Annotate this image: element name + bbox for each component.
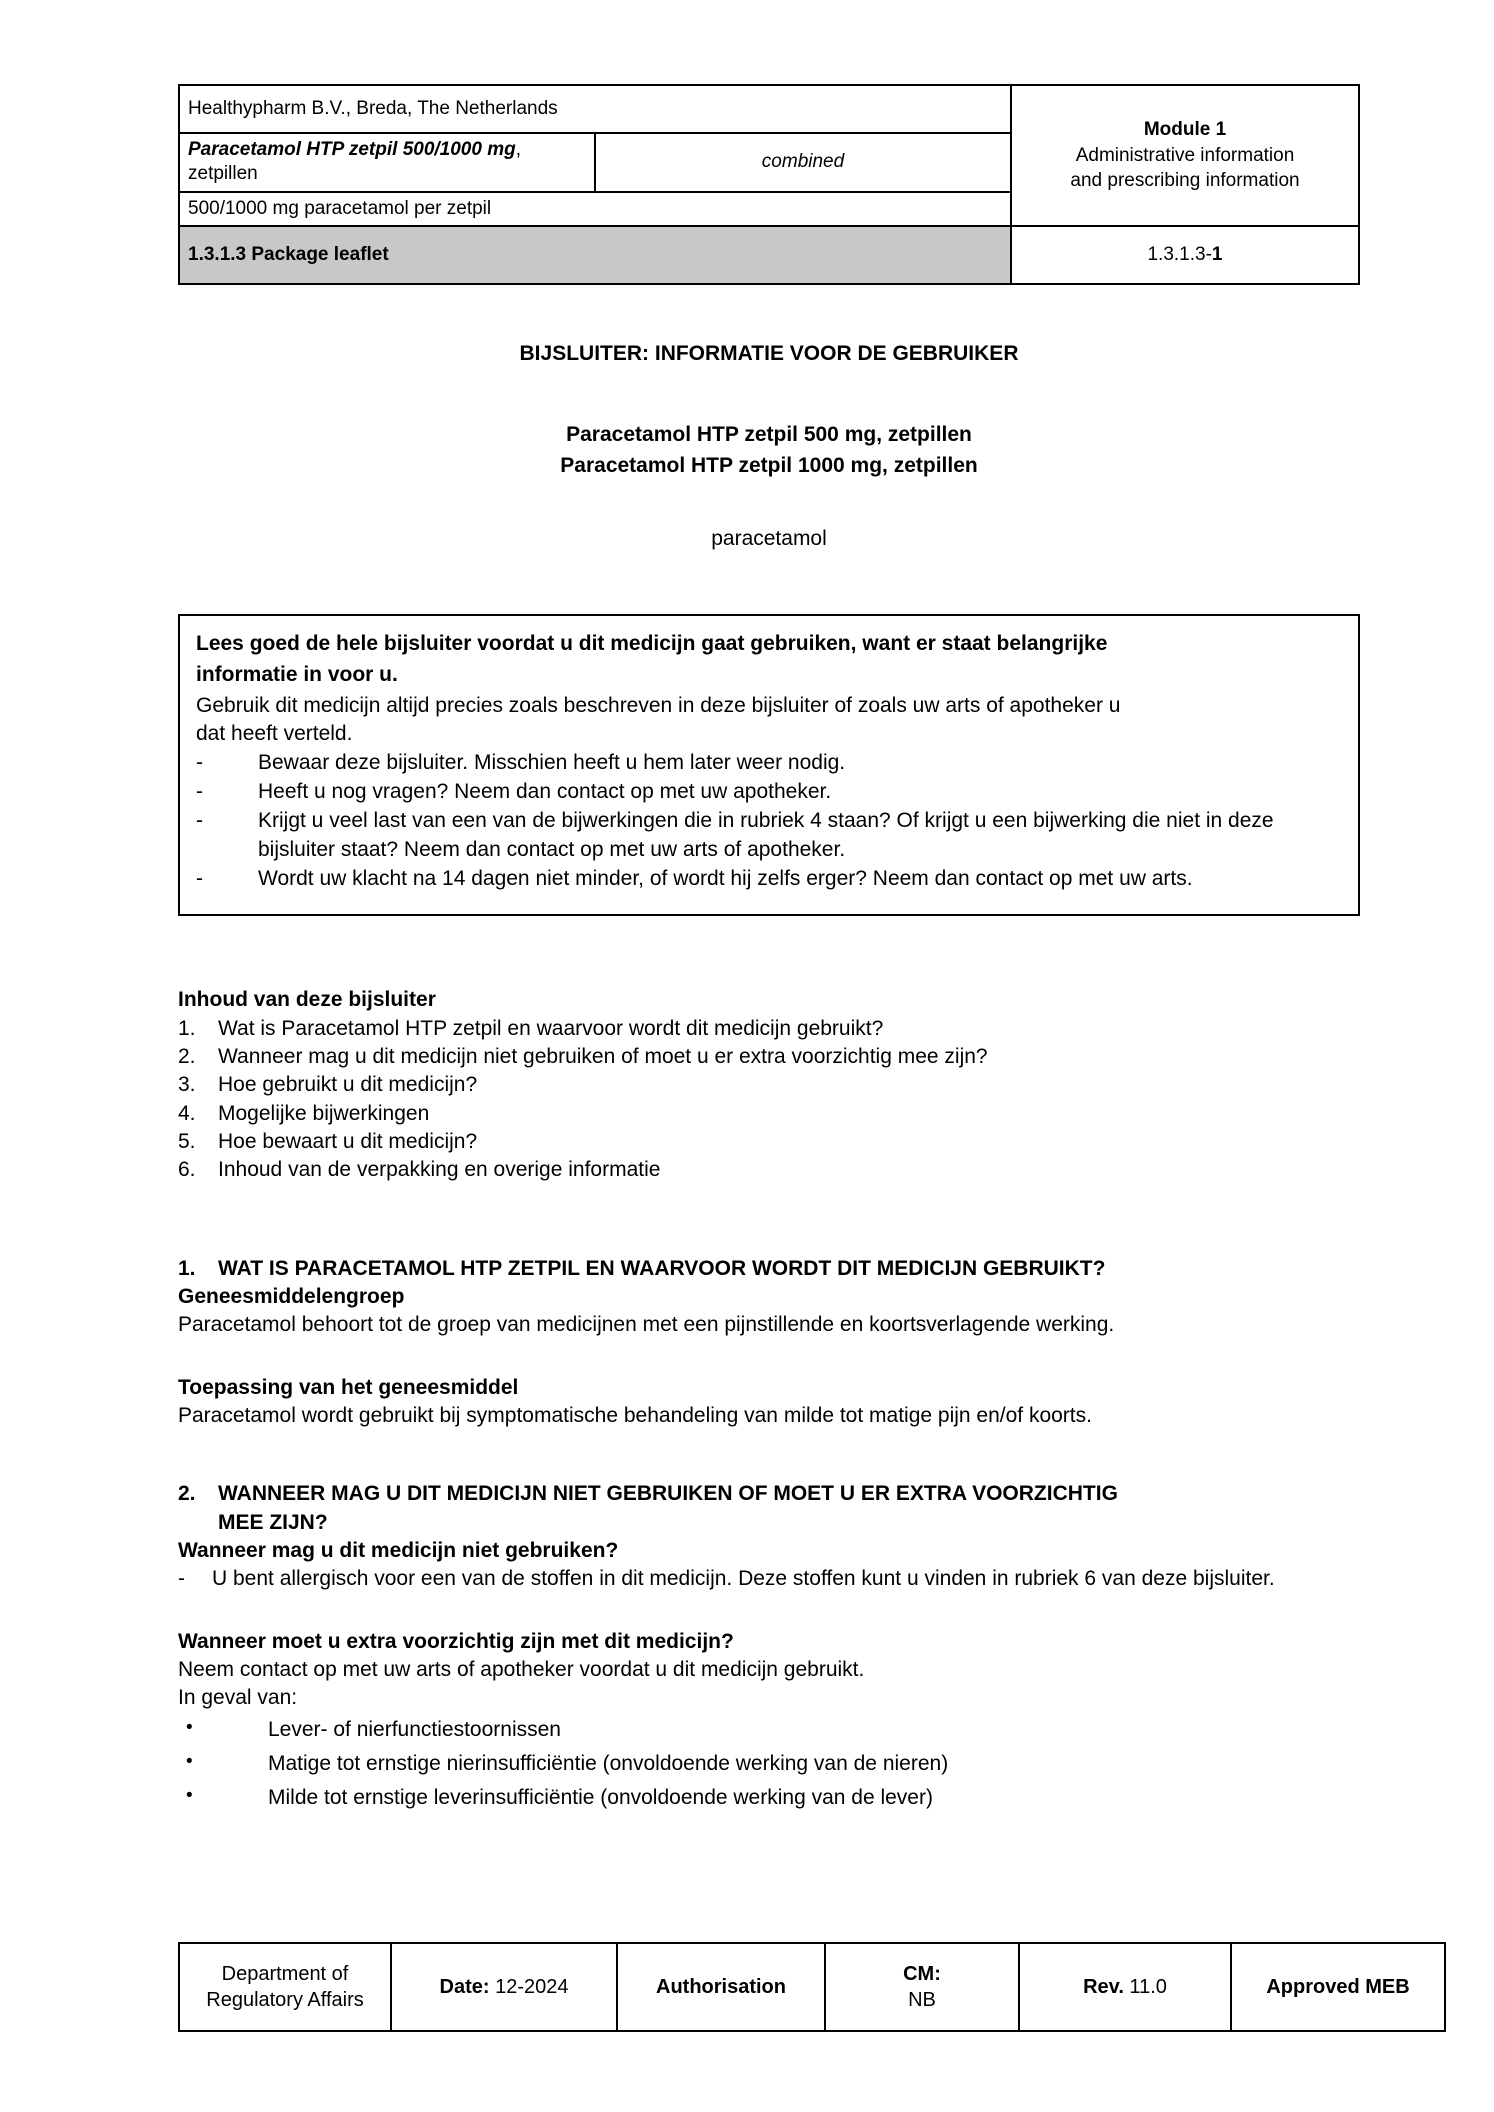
bullet-marker: • [186, 1750, 193, 1772]
list-item-number: 1. [178, 1016, 196, 1040]
leaflet-content [178, 340, 1360, 1815]
section-1-group-block [178, 1283, 1360, 1340]
list-item [178, 1100, 1360, 1128]
list-item [196, 807, 1342, 865]
table-of-contents [178, 1015, 1360, 1185]
precaution-list [178, 1713, 1360, 1815]
approved-label: Approved MEB [1266, 1976, 1410, 1998]
footer-cm-cell [825, 1943, 1019, 2031]
list-item [178, 1043, 1360, 1071]
list-item-number: 4. [178, 1101, 196, 1125]
section-1-sub-1-heading: Geneesmiddelengroep [178, 1285, 405, 1309]
contents-heading: Inhoud van deze bijsluiter [178, 988, 436, 1012]
list-item-number: 2. [178, 1044, 196, 1068]
page-number-prefix: 1.3.1.3- [1147, 243, 1212, 265]
warning-lead-line-2: informatie in voor u. [196, 662, 398, 686]
product-title-block [178, 420, 1360, 481]
footer-authorisation-cell [617, 1943, 825, 2031]
list-item-number: 6. [178, 1158, 196, 1182]
header-combined-cell: combined [595, 133, 1011, 192]
dash-marker: - [196, 809, 203, 833]
list-item [178, 1071, 1360, 1099]
section-2-number: 2. [178, 1482, 196, 1506]
list-item-label: Hoe bewaart u dit medicijn? [218, 1130, 478, 1153]
warning-intro-line-1: Gebruik dit medicijn altijd precies zoals beschreven in deze bijsluiter of zoals uw arts of apotheker u [196, 693, 1121, 717]
header-strength-cell: 500/1000 mg paracetamol per zetpil [179, 192, 1011, 226]
list-item-label: Hoe gebruikt u dit medicijn? [218, 1073, 478, 1097]
contraindication-list [178, 1565, 1360, 1593]
list-item-text: Lever- of nierfunctiestoornissen [268, 1717, 561, 1741]
warning-lead-line-1: Lees goed de hele bijsluiter voordat u dit medicijn gaat gebruiken, want er staat belangrijke [196, 631, 1108, 655]
list-item-number: 3. [178, 1073, 196, 1097]
section-2-title-line-2: MEE ZIJN? [218, 1510, 328, 1534]
dash-marker: - [196, 780, 203, 804]
section-1-sub-1-text: Paracetamol behoort tot de groep van medicijnen met een pijnstillende en koortsverlagende werking. [178, 1313, 1115, 1337]
product-name-bold: Paracetamol HTP zetpil 500/1000 mg [188, 139, 516, 160]
footer-date-cell [391, 1943, 617, 2031]
list-item [196, 865, 1342, 894]
list-item [178, 1156, 1360, 1184]
section-2-sub-2-heading: Wanneer moet u extra voorzichtig zijn met dit medicijn? [178, 1629, 734, 1653]
list-item-text: Krijgt u veel last van een van de bijwerkingen die in rubriek 4 staan? Of krijgt u een bijwerking die niet in deze bijsluiter staat? Neem dan contact op met uw arts of apotheker. [258, 809, 1274, 862]
section-2-sub-1-heading: Wanneer mag u dit medicijn niet gebruiken? [178, 1539, 619, 1563]
footer-department-cell [179, 1943, 391, 2031]
section-1-number: 1. [178, 1256, 196, 1280]
page-title: BIJSLUITER: INFORMATIE VOOR DE GEBRUIKER [519, 342, 1019, 365]
list-item [196, 778, 1342, 807]
list-item [178, 1565, 1360, 1593]
document-footer-table [178, 1942, 1446, 2032]
header-row-section [179, 226, 1359, 284]
section-1-heading [178, 1255, 1360, 1283]
list-item [178, 1781, 1360, 1815]
bullet-marker: • [186, 1784, 193, 1806]
warning-item-list [196, 749, 1342, 894]
list-item-text: Bewaar deze bijsluiter. Misschien heeft u hem later weer nodig. [258, 751, 846, 775]
list-item-text: Milde tot ernstige leverinsufficiëntie (onvoldoende werking van de lever) [268, 1785, 933, 1809]
list-item [178, 1713, 1360, 1747]
product-title-1000: Paracetamol HTP zetpil 1000 mg, zetpillen [560, 453, 978, 477]
list-item [196, 749, 1342, 778]
page-number-suffix: 1 [1211, 243, 1223, 265]
section-1-title: WAT IS PARACETAMOL HTP ZETPIL EN WAARVOOR WORDT DIT MEDICIJN GEBRUIKT? [218, 1256, 1106, 1280]
document-header-table [178, 84, 1360, 285]
dash-marker: - [196, 751, 203, 775]
list-item-label: Wat is Paracetamol HTP zetpil en waarvoor wordt dit medicijn gebruikt? [218, 1016, 884, 1040]
footer-revision-cell [1019, 1943, 1231, 2031]
section-1-use-block [178, 1374, 1360, 1431]
list-item-text: Wordt uw klacht na 14 dagen niet minder, of wordt hij zelfs erger? Neem dan contact op met uw arts. [258, 867, 1193, 891]
read-leaflet-box [178, 614, 1360, 917]
date-value: 12-2024 [489, 1976, 569, 1998]
product-title-500: Paracetamol HTP zetpil 500 mg, zetpillen [566, 423, 972, 447]
section-1-sub-2-text: Paracetamol wordt gebruikt bij symptomatische behandeling van milde tot matige pijn en/of koorts. [178, 1404, 1092, 1428]
dash-marker: - [196, 867, 203, 891]
rev-label: Rev. [1083, 1976, 1124, 1998]
section-2-title-line-1: WANNEER MAG U DIT MEDICIJN NIET GEBRUIKEN OF MOET U ER EXTRA VOORZICHTIG [218, 1482, 1118, 1506]
list-item-label: Mogelijke bijwerkingen [218, 1101, 430, 1125]
section-2-warnings-block [178, 1628, 1360, 1815]
dash-marker: - [178, 1567, 185, 1591]
product-name-rest: , zetpillen [188, 139, 522, 185]
department-line-2: Regulatory Affairs [206, 1989, 364, 2011]
header-section-title-cell: 1.3.1.3 Package leaflet [179, 226, 1011, 284]
section-2-sub-2-line-2: In geval van: [178, 1686, 298, 1710]
table-row [179, 1943, 1445, 2031]
list-item-label: Wanneer mag u dit medicijn niet gebruiken of moet u er extra voorzichtig mee zijn? [218, 1044, 988, 1068]
warning-intro-line-2: dat heeft verteld. [196, 722, 353, 746]
section-2-contraindications-block [178, 1537, 1360, 1594]
section-2-sub-2-line-1: Neem contact op met uw arts of apotheker voordat u dit medicijn gebruikt. [178, 1658, 865, 1682]
header-row-company [179, 85, 1359, 133]
cm-value: NB [908, 1989, 936, 2011]
date-label: Date: [439, 1976, 490, 1998]
section-1-sub-2-heading: Toepassing van het geneesmiddel [178, 1375, 519, 1399]
module-line-1: Administrative information [1075, 145, 1295, 167]
cm-label: CM: [903, 1963, 941, 1985]
module-title: Module 1 [1143, 119, 1227, 140]
list-item-text: Matige tot ernstige nierinsufficiëntie (onvoldoende werking van de nieren) [268, 1751, 949, 1775]
list-item-number: 5. [178, 1130, 196, 1153]
header-product-cell [179, 133, 595, 192]
list-item-label: Inhoud van de verpakking en overige informatie [218, 1158, 661, 1182]
list-item [178, 1747, 1360, 1781]
list-item [178, 1015, 1360, 1043]
list-item-text: Heeft u nog vragen? Neem dan contact op met uw apotheker. [258, 780, 832, 804]
footer-approved-cell [1231, 1943, 1445, 2031]
active-substance: paracetamol [711, 527, 827, 551]
list-item-text: U bent allergisch voor een van de stoffen in dit medicijn. Deze stoffen kunt u vinden in rubriek 6 van deze bijsluiter. [212, 1567, 1275, 1591]
header-module-cell [1011, 85, 1359, 226]
module-line-2: and prescribing information [1070, 169, 1300, 191]
rev-value: 11.0 [1123, 1976, 1167, 1998]
department-line-1: Department of [221, 1963, 349, 1985]
authorisation-label: Authorisation [656, 1976, 786, 1998]
list-item [178, 1128, 1360, 1156]
bullet-marker: • [186, 1716, 193, 1738]
section-2-heading [178, 1480, 1360, 1537]
header-company-cell [179, 85, 1011, 133]
header-page-number-cell [1011, 226, 1359, 284]
company-name: Healthypharm B.V., Breda, The Netherlands [188, 97, 558, 119]
